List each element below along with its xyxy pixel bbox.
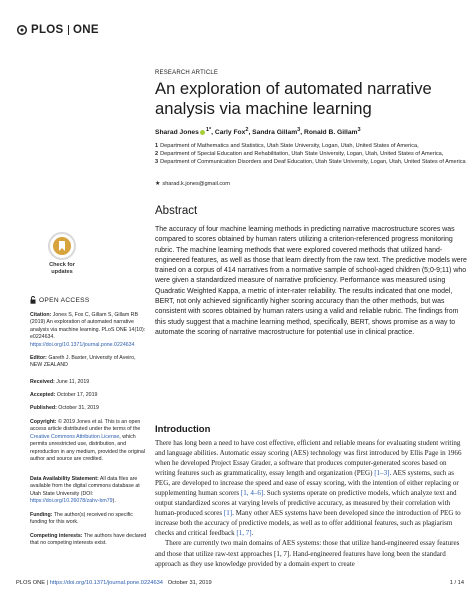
- plos-one-logo: [16, 24, 99, 36]
- author-name[interactable]: Carly Fox: [214, 129, 246, 137]
- footer-date: October 31, 2019: [167, 580, 212, 586]
- citation-link[interactable]: [1, 7]: [236, 529, 252, 538]
- meta-label: Published:: [30, 405, 57, 411]
- citation-link[interactable]: [1, 4–6]: [240, 489, 264, 498]
- affiliations: [155, 142, 467, 166]
- meta-label: Data Availability Statement:: [30, 476, 99, 482]
- affiliation-text: Department of Communication Disorders and Deaf Education, Utah State University, Logan, Utah, United States of America: [160, 159, 466, 165]
- orcid-icon[interactable]: [200, 130, 205, 135]
- footer-journal: PLOS ONE: [16, 580, 46, 586]
- intro-paragraph: There are currently two main domains of AES systems: those that utilize hand-engineered essay features and those that utilize raw-text approaches [1, 7]. Hand-engineered features have long been the standard approach as they use knowledge provided by a domain expert to create: [155, 539, 460, 568]
- article-type-label: RESEARCH ARTICLE: [155, 70, 219, 76]
- meta-label: Copyright:: [30, 419, 57, 425]
- page-number: 1 / 14: [449, 580, 464, 586]
- meta-label: Competing interests:: [30, 533, 83, 539]
- abstract-heading: Abstract: [155, 205, 198, 217]
- meta-label: Accepted:: [30, 392, 56, 398]
- meta-text: ).: [112, 498, 116, 505]
- badge-text: [44, 262, 80, 275]
- citation-link[interactable]: [1]: [223, 509, 233, 518]
- intro-text-run: .: [251, 529, 254, 538]
- author-name[interactable]: Sharad Jones: [155, 129, 199, 137]
- check-for-updates-badge[interactable]: [44, 232, 80, 276]
- affiliation-item: [155, 158, 467, 166]
- intro-text-run: There has long been a need to have cost effective, efficient and reliable means for evaluating student writing and language abilities. Automatic essay scoring (AES) technology was first introduced by Ellis Page in 1966 when he developed Project Essay Grader, a software that produces computer-generated scores based on writing features such as grammaticality, essay length and organization (PEG): [155, 439, 462, 478]
- meta-text: October 17, 2019: [55, 392, 98, 398]
- footer-doi-link[interactable]: https://doi.org/10.1371/journal.pone.0224634: [49, 580, 163, 586]
- meta-text: Gareth J. Baxter, University of Aveiro, NEW ZEALAND: [30, 355, 136, 369]
- competing-interests-block: [30, 533, 148, 548]
- author-list: Sharad Jones $^{1*}$, Carly Fox$^2$, Sandra Gillam$^3$, Ronald B. Gillam$^3$: [155, 127, 361, 137]
- intro-text-run: . AES systems, such as PEG, are developed to increase the speed and ease of essay scoring, with the intention of either replacing or supplementing human scorers: [155, 469, 459, 498]
- data-doi-link[interactable]: https://doi.org/10.26078/zahv-bm79: [30, 498, 113, 505]
- author-affil-sup: 3: [357, 127, 361, 133]
- author-name[interactable]: Sandra Gillam: [252, 129, 298, 137]
- affiliation-number: 1: [155, 143, 159, 149]
- affiliation-item: [155, 150, 467, 158]
- badge-line: Check for: [49, 262, 75, 268]
- bookmark-icon: [53, 237, 71, 255]
- logo-divider: [68, 25, 70, 35]
- meta-label: Editor:: [30, 355, 47, 361]
- logo-one: ONE: [73, 24, 99, 36]
- meta-text: June 11, 2019: [54, 379, 90, 385]
- email-link[interactable]: sharad.k.jones@gmail.com: [162, 180, 230, 187]
- copyright-block: [30, 419, 148, 463]
- citation-link[interactable]: [1–3]: [374, 469, 390, 478]
- logo-plos: PLOS: [31, 24, 64, 36]
- introduction-heading: Introduction: [155, 424, 211, 435]
- star-icon: ★: [155, 181, 161, 187]
- published-block: [30, 405, 148, 412]
- intro-text-run: . Many other AES systems have been developed since the introduction of PEG to increase both the accuracy of predictive models, as well as to offer additional features, such as plagiarism checks and critical feedback: [155, 509, 461, 538]
- meta-label: Received:: [30, 379, 55, 385]
- affiliation-item: [155, 142, 467, 150]
- article-title: An exploration of automated narrative analysis via machine learning: [155, 79, 432, 118]
- affiliation-number: 2: [155, 151, 159, 157]
- badge-ring: [48, 232, 76, 260]
- badge-line: updates: [51, 268, 73, 275]
- corresponding-star: *: [208, 127, 212, 133]
- meta-text: Jones S, Fox C, Gillam S, Gillam RB (2019) An exploration of automated narrative analysis via machine learning. PLoS ONE 14(10): e0224634.: [30, 312, 146, 341]
- intro-text-run: . Such systems operate on predictive models, which analyze text and output standardized scores at varying levels of predictive accuracy, as measured by their correlation with human-produced scores: [155, 489, 457, 518]
- received-block: [30, 379, 148, 386]
- page-footer: PLOS ONE | https://doi.org/10.1371/journal.pone.0224634 October 31, 2019 1 / 14: [16, 580, 464, 586]
- meta-text: October 31, 2019: [56, 405, 99, 411]
- meta-text: , which permits unrestricted use, distribution, and reproduction in any medium, provided the original author and source are credited.: [30, 433, 145, 463]
- meta-text: The author(s) received no specific funding for this work.: [30, 512, 133, 526]
- open-access-label: [30, 296, 90, 304]
- open-lock-icon: [30, 296, 36, 304]
- intro-paragraph: [155, 438, 467, 538]
- author-affil-sup: 3: [297, 127, 301, 133]
- corresponding-email: [155, 180, 230, 187]
- meta-label: Citation:: [30, 312, 52, 318]
- affiliation-text: Department of Mathematics and Statistics, Utah State University, Logan, Utah, United States of America,: [160, 143, 419, 149]
- editor-block: [30, 355, 148, 370]
- meta-text: The authors have declared that no competing interests exist.: [30, 533, 147, 547]
- meta-text: All data files are available from the digital commons database at Utah State University (DOI:: [30, 476, 140, 497]
- license-link[interactable]: Creative Commons Attribution License: [30, 433, 120, 440]
- affiliation-number: 3: [155, 159, 159, 165]
- author-affil-sup: 1: [205, 127, 209, 133]
- doi-link[interactable]: https://doi.org/10.1371/journal.pone.0224634: [30, 341, 135, 348]
- introduction-body: [155, 438, 467, 569]
- open-access-text: OPEN ACCESS: [39, 296, 90, 304]
- citation-block: [30, 312, 148, 349]
- plos-logo-icon: [16, 24, 28, 36]
- affiliation-text: Department of Special Education and Rehabilitation, Utah State University, Logan, Utah, United States of America,: [160, 151, 444, 157]
- meta-label: Funding:: [30, 512, 53, 518]
- abstract-text: The accuracy of four machine learning methods in predicting narrative macrostructure scores was compared to scores obtained by human raters utilizing a criterion-referenced progress monitoring rubric. The machine learning methods that were explored covered methods that utilized hand-engineered features, as well as those that learn directly from the raw text. The predictive models were trained on a corpus of 414 narratives from a normative sample of school-aged children (5;0-9;11) who were given a standardized measure of narrative proficiency. Performance was measured using Quadratic Weighted Kappa, a metric of inter-rater reliability. The results indicated that one model, BERT, not only achieved significantly higher scoring accuracy than the other methods, but was consistent with scores obtained by human raters using a valid and reliable rubric. The findings from this study suggest that a machine learning method, specifically, BERT, shows promise as a way to automate the scoring of narrative macrostructure for potential use in clinical practice.: [155, 226, 467, 336]
- meta-text: © 2019 Jones et al. This is an open access article distributed under the terms of the: [30, 419, 141, 433]
- author-affil-sup: 2: [245, 127, 249, 133]
- funding-block: [30, 512, 148, 527]
- accepted-block: [30, 392, 148, 399]
- data-availability-block: [30, 476, 148, 506]
- author-name[interactable]: Ronald B. Gillam: [303, 129, 358, 137]
